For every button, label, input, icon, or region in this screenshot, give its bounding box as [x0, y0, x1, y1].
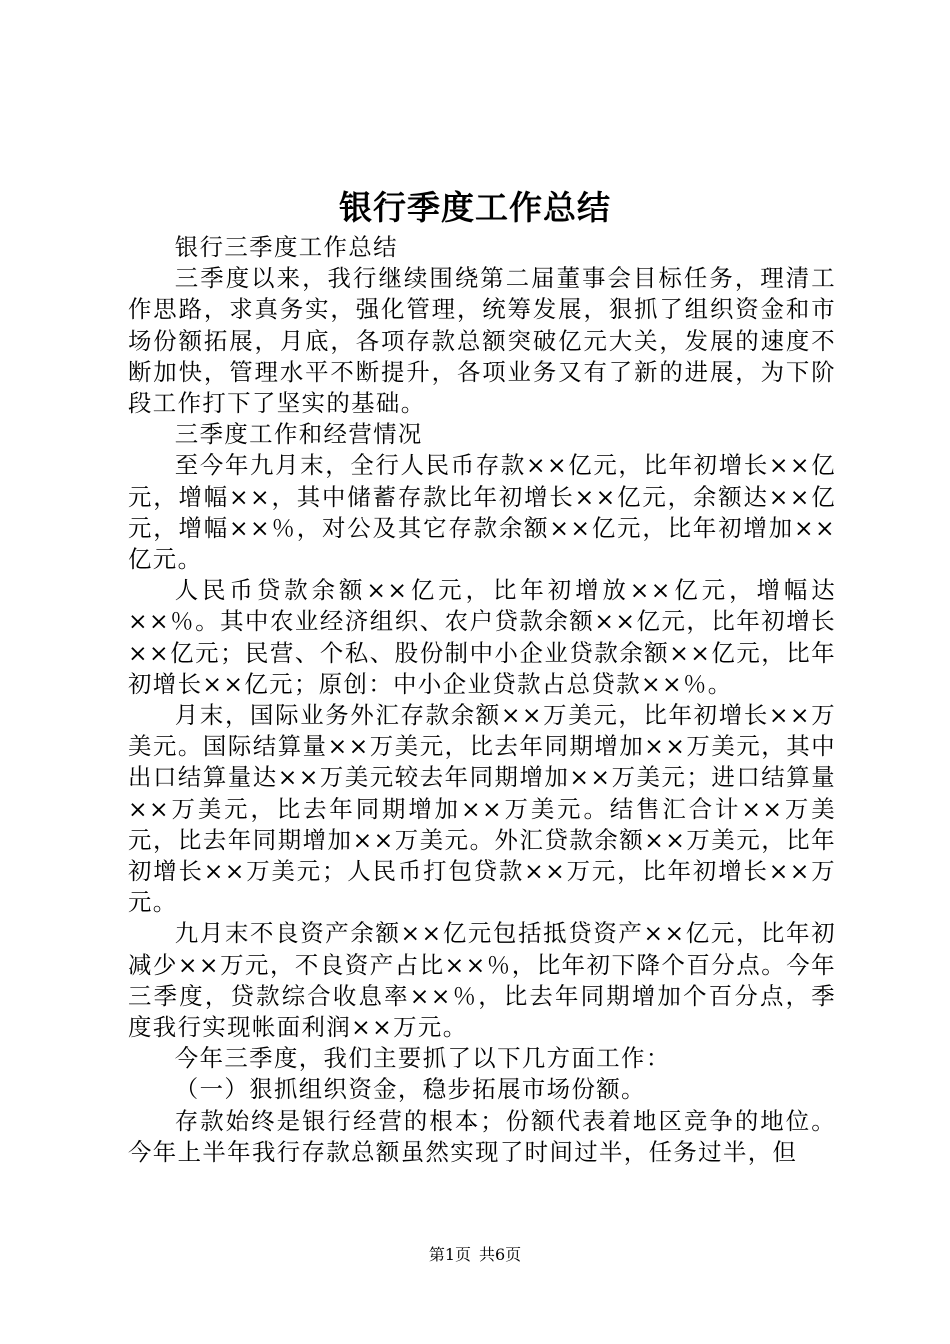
paragraph-deposits: 至今年九月末，全行人民币存款××亿元，比年初增长××亿元，增幅××，其中储蓄存款比年初增长××亿元，余额达××亿元，增幅××％，对公及其它存款余额××亿元，比年初增加××亿元。	[128, 451, 836, 574]
paragraph-work-intro: 今年三季度，我们主要抓了以下几方面工作：	[174, 1044, 671, 1073]
page-total: 共6页	[479, 1245, 522, 1264]
paragraph-loans: 人民币贷款余额××亿元，比年初增放××亿元，增幅达××％。其中农业经济组织、农户贷款余额××亿元，比年初增长××亿元；民营、个私、股份制中小企业贷款余额××亿元，比年初增长××亿元；原创：中小企业贷款占总贷款××％。	[128, 576, 836, 698]
paragraph-intro: 三季度以来，我行继续围绕第二届董事会目标任务，理清工作思路，求真务实，强化管理，统筹发展，狠抓了组织资金和市场份额拓展，月底，各项存款总额突破亿元大关，发展的速度不断加快，管理水平不断提升，各项业务又有了新的进展，为下阶段工作打下了坚实的基础。	[128, 264, 836, 418]
page-footer	[0, 1243, 950, 1267]
page-number: 第1页	[428, 1245, 471, 1264]
paragraph-nonperforming: 九月末不良资产余额××亿元包括抵贷资产××亿元，比年初减少××万元，不良资产占比××％，比年初下降个百分点。今年三季度，贷款综合收息率××％，比去年同期增加个百分点，季度我行实现帐面利润××万元。	[128, 919, 836, 1042]
paragraph-subtitle: 银行三季度工作总结	[174, 233, 398, 261]
document-body	[128, 232, 836, 1168]
document-title: 银行季度工作总结	[339, 188, 611, 227]
paragraph-item-one: （一）狠抓组织资金，稳步拓展市场份额。	[174, 1075, 646, 1104]
paragraph-item-one-body: 存款始终是银行经营的根本；份额代表着地区竞争的地位。今年上半年我行存款总额虽然实现了时间过半，任务过半，但	[128, 1106, 836, 1166]
paragraph-section-heading: 三季度工作和经营情况	[174, 420, 423, 449]
paragraph-international: 月末，国际业务外汇存款余额××万美元，比年初增长××万美元。国际结算量××万美元，比去年同期增加××万美元，其中出口结算量达××万美元较去年同期增加××万美元；进口结算量××万美元，比去年同期增加××万美元。结售汇合计××万美元，比去年同期增加××万美元。外汇贷款余额××万美元，比年初增长××万美元；人民币打包贷款××万元，比年初增长××万元。	[128, 701, 836, 917]
